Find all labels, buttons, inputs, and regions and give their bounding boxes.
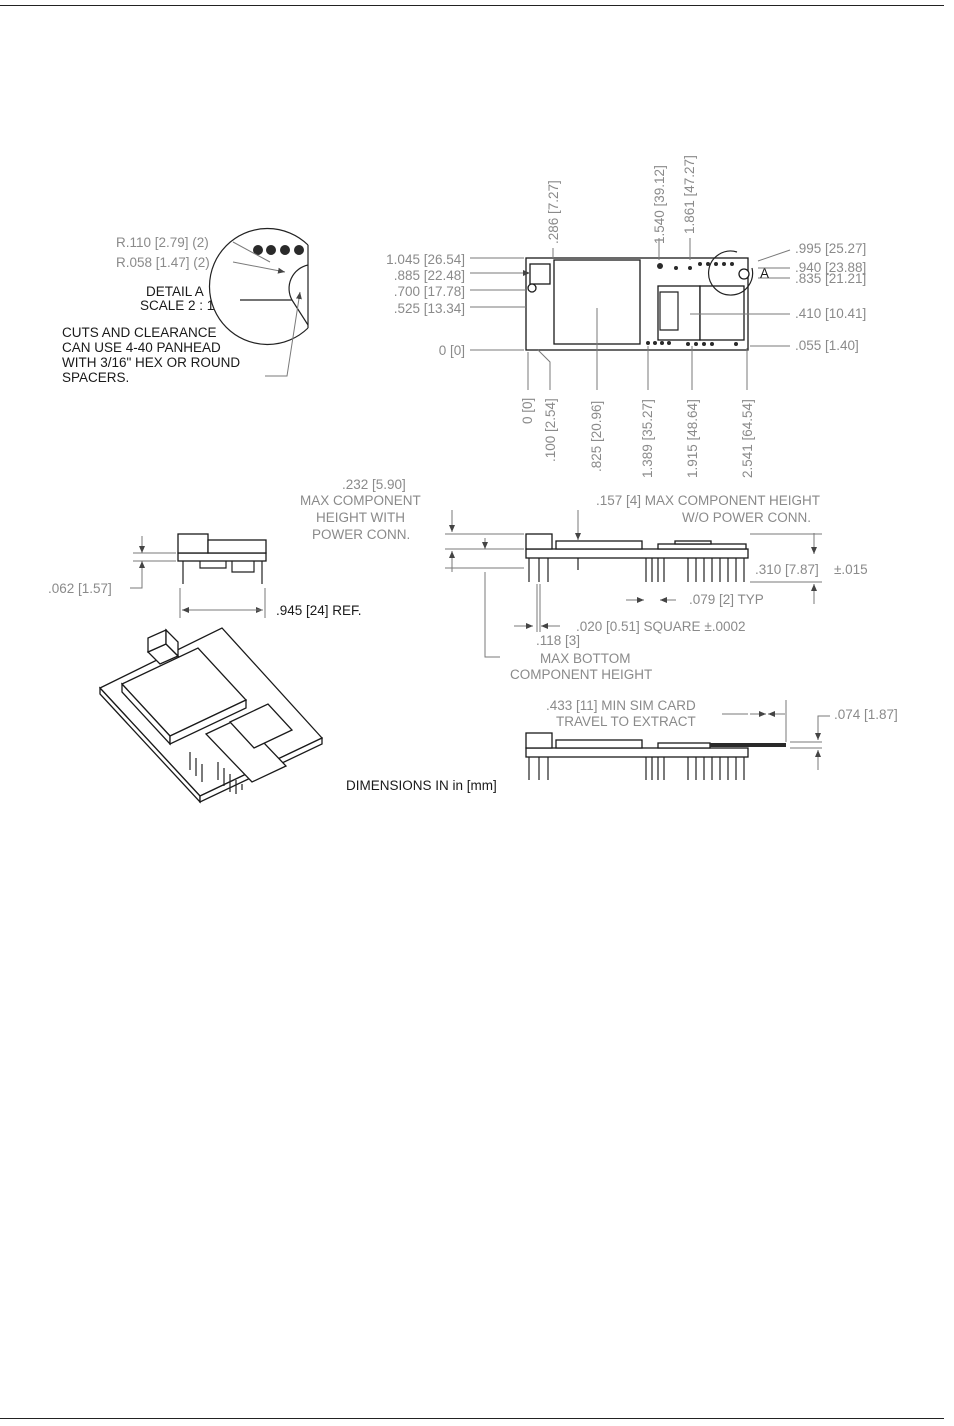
top-dim-1: .286 [7.27] <box>546 180 561 244</box>
side-pitch-dim: .079 [2] TYP <box>689 592 764 607</box>
units-note: DIMENSIONS IN in [mm] <box>346 778 497 793</box>
page-bottom-rule <box>0 1418 944 1419</box>
side-height-dim: .310 [7.87] <box>755 562 819 577</box>
top-dim-3: 1.861 [47.27] <box>682 155 697 234</box>
top-view <box>386 155 866 478</box>
detail-title: DETAIL A <box>146 284 204 299</box>
end-board <box>178 553 266 561</box>
detail-note-line-4: SPACERS. <box>62 370 130 385</box>
end-view <box>48 534 362 618</box>
detail-radius-small: R.058 [1.47] (2) <box>116 255 210 270</box>
detail-cutout-arc <box>289 265 308 300</box>
detail-note-line-3: WITH 3/16" HEX OR ROUND <box>62 355 241 370</box>
side-view <box>300 477 868 682</box>
top-left-dim-3: .700 [17.78] <box>393 284 465 299</box>
side-max-without-conn-1: .157 [4] MAX COMPONENT HEIGHT <box>596 493 821 508</box>
end-thickness-dim: .062 [1.57] <box>48 581 112 596</box>
top-left-dim-2: .885 [22.48] <box>393 268 465 283</box>
side-max-without-conn-2: W/O POWER CONN. <box>682 510 811 525</box>
bottom-dim-4: 1.389 [35.27] <box>640 399 655 478</box>
side-max-with-conn-4: POWER CONN. <box>312 527 411 542</box>
end-connector <box>178 534 208 553</box>
sim-extract-view <box>526 698 898 780</box>
top-right-dim-5: .055 [1.40] <box>795 338 859 353</box>
bottom-dim-1: 0 [0] <box>520 397 535 424</box>
bottom-dim-2: .100 [2.54] <box>543 398 558 462</box>
bottom-dim-5: 1.915 [48.64] <box>685 399 700 478</box>
sim-view-board <box>526 748 748 757</box>
top-left-dim-1: 1.045 [26.54] <box>386 252 465 267</box>
side-pins <box>529 558 744 582</box>
top-right-dim-2: .940 [23.88] <box>795 260 867 275</box>
detail-a <box>62 229 308 385</box>
sim-card-extended <box>710 743 786 747</box>
power-connector <box>530 264 550 284</box>
side-power-connector <box>526 534 552 549</box>
module-block <box>658 286 700 340</box>
side-bottom-height-1: .118 [3] <box>536 633 581 648</box>
sim-travel-dim-2: TRAVEL TO EXTRACT <box>556 714 696 729</box>
side-max-with-conn-1: .232 [5.90] <box>342 477 406 492</box>
top-left-dim-4: .525 [13.34] <box>393 301 465 316</box>
side-height-tolerance: ±.015 <box>834 562 868 577</box>
side-bottom-height-2: MAX BOTTOM <box>540 651 631 666</box>
detail-scale: SCALE 2 : 1 <box>140 298 215 313</box>
bottom-dim-6: 2.541 [64.54] <box>740 399 755 478</box>
top-left-dim-5: 0 [0] <box>438 343 465 358</box>
sim-extension-dim: .074 [1.87] <box>834 707 898 722</box>
sim-travel-dim-1: .433 [11] MIN SIM CARD <box>546 698 696 713</box>
top-right-dim-3: .835 [21.21] <box>795 271 867 286</box>
detail-pads <box>253 245 304 255</box>
side-max-with-conn-2: MAX COMPONENT <box>300 493 421 508</box>
detail-radius-large: R.110 [2.79] (2) <box>116 235 209 250</box>
side-bottom-height-3: COMPONENT HEIGHT <box>510 667 653 682</box>
side-board <box>526 549 748 558</box>
end-width-dim: .945 [24] REF. <box>276 603 362 618</box>
detail-note-line-2: CAN USE 4-40 PANHEAD <box>62 340 221 355</box>
side-pin-square-dim: .020 [0.51] SQUARE ±.0002 <box>576 619 746 634</box>
side-sim-holder <box>556 541 642 549</box>
top-dim-2: 1.540 [39.12] <box>652 165 667 244</box>
bottom-dim-3: .825 [20.96] <box>589 400 604 472</box>
top-right-dim-1: .995 [25.27] <box>795 241 867 256</box>
top-right-dim-4: .410 [10.41] <box>795 306 867 321</box>
detail-note-line-1: CUTS AND CLEARANCE <box>62 325 217 340</box>
side-max-with-conn-3: HEIGHT WITH <box>316 510 405 525</box>
isometric-view <box>100 628 322 802</box>
detail-a-marker: A <box>760 266 770 281</box>
